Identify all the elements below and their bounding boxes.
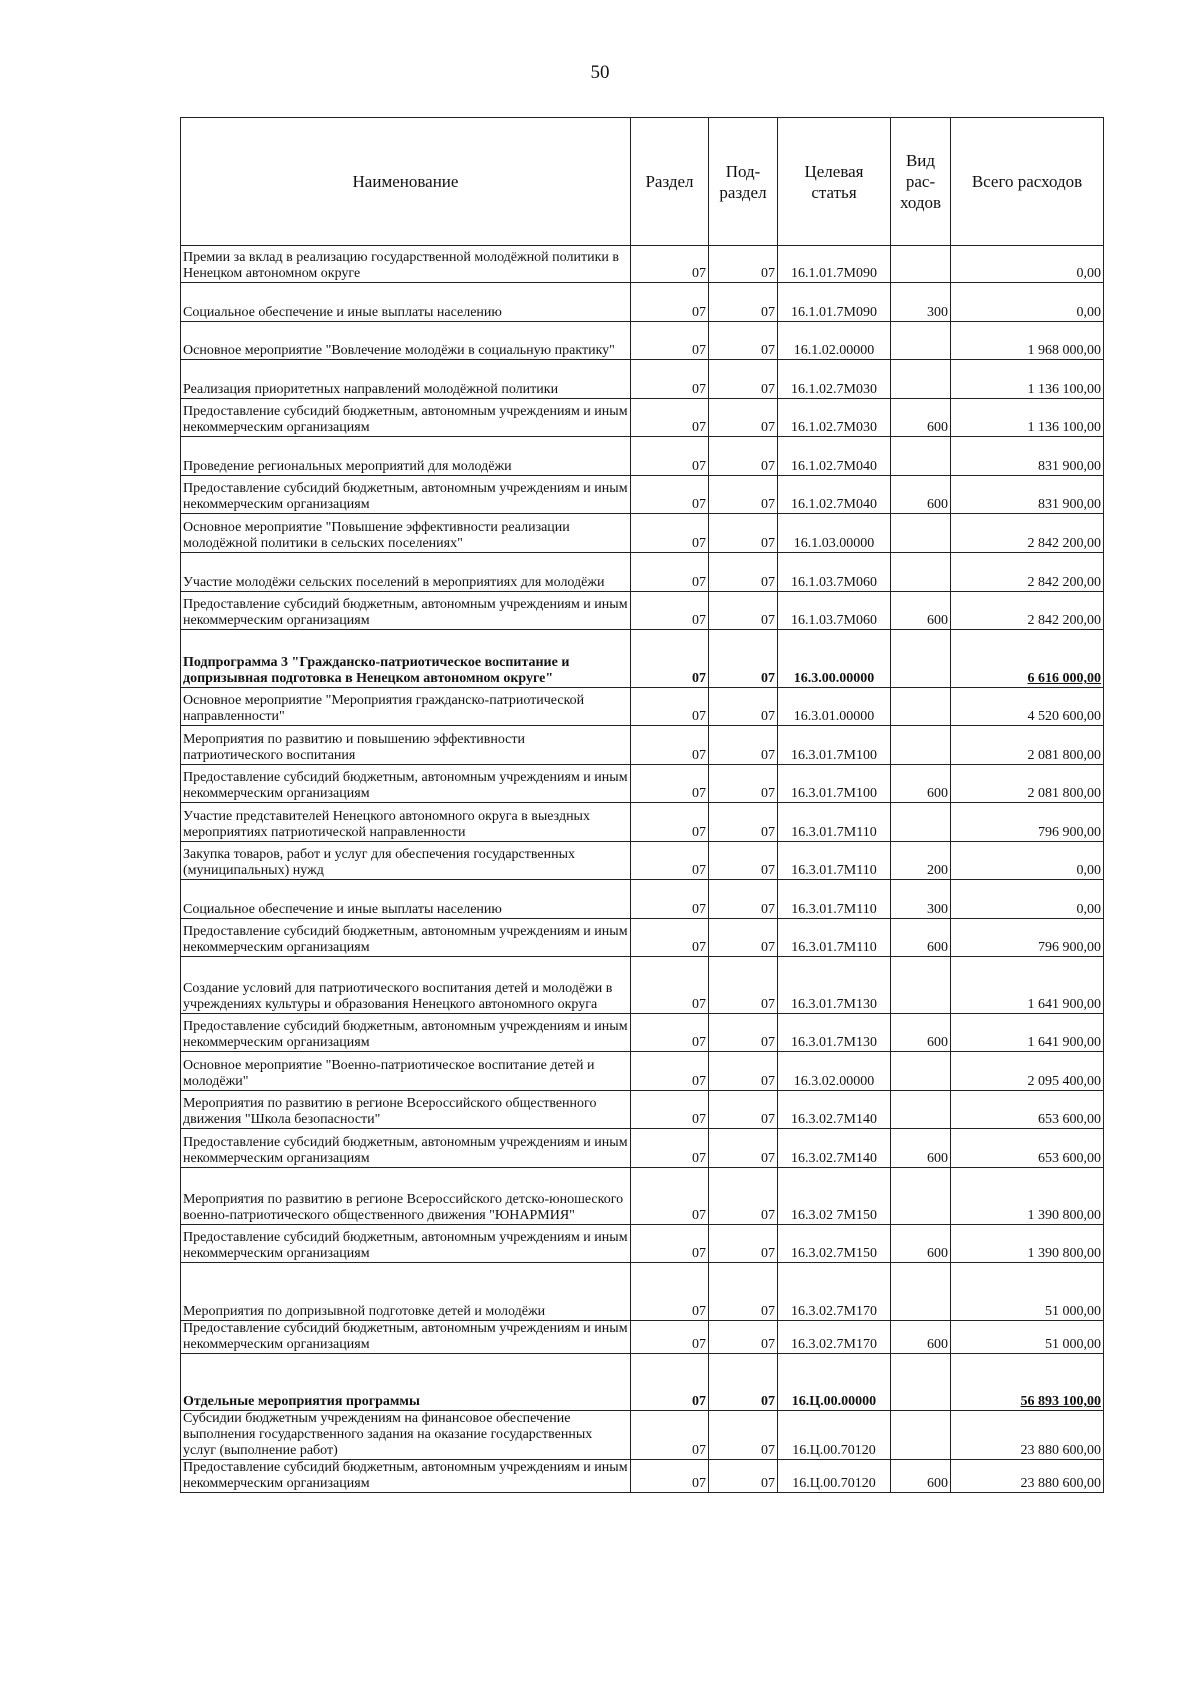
row-total-cell: 0,00 xyxy=(951,880,1104,919)
row-total-cell: 2 842 200,00 xyxy=(951,553,1104,592)
table-row xyxy=(181,1411,1104,1460)
row-podrazdel-cell: 07 xyxy=(709,360,778,399)
row-target-cell: 16.1.02.7М040 xyxy=(778,476,891,514)
row-razdel-cell: 07 xyxy=(631,726,709,765)
row-vid-cell xyxy=(891,1052,951,1091)
row-target-cell: 16.3.01.7М130 xyxy=(778,1014,891,1052)
row-podrazdel-cell: 07 xyxy=(709,476,778,514)
row-total-cell: 6 616 000,00 xyxy=(951,630,1104,688)
table-row xyxy=(181,726,1104,765)
row-name-cell: Участие представителей Ненецкого автономного округа в выездных мероприятиях патриотической направленности xyxy=(181,803,631,842)
row-razdel-cell: 07 xyxy=(631,360,709,399)
row-podrazdel-cell: 07 xyxy=(709,1354,778,1411)
row-podrazdel-cell: 07 xyxy=(709,726,778,765)
row-name-cell: Проведение региональных мероприятий для молодёжи xyxy=(181,437,631,476)
row-name-cell: Закупка товаров, работ и услуг для обеспечения государственных (муниципальных) нужд xyxy=(181,842,631,880)
row-name-cell: Подпрограмма 3 "Гражданско-патриотическое воспитание и допризывная подготовка в Ненецком автономном округе" xyxy=(181,630,631,688)
table-row xyxy=(181,1052,1104,1091)
row-target-cell: 16.3.02.7М150 xyxy=(778,1225,891,1263)
table-row xyxy=(181,476,1104,514)
row-name-cell: Предоставление субсидий бюджетным, автономным учреждениям и иным некоммерческим организациям xyxy=(181,1014,631,1052)
row-target-cell: 16.1.03.7М060 xyxy=(778,553,891,592)
row-target-cell: 16.3.02.7М170 xyxy=(778,1321,891,1354)
row-razdel-cell: 07 xyxy=(631,592,709,630)
row-vid-cell: 300 xyxy=(891,880,951,919)
row-name-cell: Социальное обеспечение и иные выплаты населению xyxy=(181,880,631,919)
table-row xyxy=(181,1460,1104,1493)
row-name-cell: Социальное обеспечение и иные выплаты населению xyxy=(181,283,631,322)
row-podrazdel-cell: 07 xyxy=(709,1168,778,1225)
row-total-cell: 0,00 xyxy=(951,283,1104,322)
row-target-cell: 16.1.02.00000 xyxy=(778,322,891,360)
row-name-cell: Основное мероприятие "Военно-патриотическое воспитание детей и молодёжи" xyxy=(181,1052,631,1091)
row-target-cell: 16.Ц.00.70120 xyxy=(778,1411,891,1460)
row-target-cell: 16.3.02 7М150 xyxy=(778,1168,891,1225)
row-target-cell: 16.1.03.7М060 xyxy=(778,592,891,630)
row-razdel-cell: 07 xyxy=(631,803,709,842)
row-razdel-cell: 07 xyxy=(631,765,709,803)
table-row xyxy=(181,437,1104,476)
row-vid-cell: 600 xyxy=(891,1014,951,1052)
row-razdel-cell: 07 xyxy=(631,1129,709,1168)
row-razdel-cell: 07 xyxy=(631,1091,709,1129)
header-podrazdel: Под- раздел xyxy=(709,118,778,246)
table-row xyxy=(181,765,1104,803)
row-vid-cell: 600 xyxy=(891,399,951,437)
table-row xyxy=(181,1129,1104,1168)
table-body xyxy=(181,246,1104,1493)
row-podrazdel-cell: 07 xyxy=(709,1014,778,1052)
row-vid-cell: 600 xyxy=(891,592,951,630)
row-total-cell: 831 900,00 xyxy=(951,476,1104,514)
row-vid-cell xyxy=(891,630,951,688)
row-podrazdel-cell: 07 xyxy=(709,842,778,880)
row-vid-cell xyxy=(891,1168,951,1225)
row-name-cell: Основное мероприятие "Повышение эффективности реализации молодёжной политики в сельских поселениях" xyxy=(181,514,631,553)
row-vid-cell xyxy=(891,514,951,553)
table-row xyxy=(181,919,1104,957)
row-vid-cell xyxy=(891,553,951,592)
row-vid-cell xyxy=(891,437,951,476)
row-total-cell: 4 520 600,00 xyxy=(951,688,1104,726)
header-razdel: Раздел xyxy=(631,118,709,246)
header-target: Целевая статья xyxy=(778,118,891,246)
row-podrazdel-cell: 07 xyxy=(709,1321,778,1354)
row-vid-cell: 600 xyxy=(891,476,951,514)
row-vid-cell: 600 xyxy=(891,919,951,957)
row-vid-cell xyxy=(891,1263,951,1321)
row-podrazdel-cell: 07 xyxy=(709,399,778,437)
row-podrazdel-cell: 07 xyxy=(709,322,778,360)
row-podrazdel-cell: 07 xyxy=(709,592,778,630)
row-total-cell: 796 900,00 xyxy=(951,803,1104,842)
row-razdel-cell: 07 xyxy=(631,630,709,688)
table-row xyxy=(181,360,1104,399)
row-target-cell: 16.3.02.7М170 xyxy=(778,1263,891,1321)
row-razdel-cell: 07 xyxy=(631,1263,709,1321)
row-vid-cell: 600 xyxy=(891,1321,951,1354)
row-vid-cell xyxy=(891,246,951,283)
row-name-cell: Предоставление субсидий бюджетным, автономным учреждениям и иным некоммерческим организациям xyxy=(181,1460,631,1493)
row-razdel-cell: 07 xyxy=(631,476,709,514)
row-podrazdel-cell: 07 xyxy=(709,880,778,919)
row-target-cell: 16.Ц.00.70120 xyxy=(778,1460,891,1493)
row-podrazdel-cell: 07 xyxy=(709,688,778,726)
row-podrazdel-cell: 07 xyxy=(709,246,778,283)
row-vid-cell xyxy=(891,726,951,765)
row-podrazdel-cell: 07 xyxy=(709,1460,778,1493)
table-row xyxy=(181,1168,1104,1225)
row-podrazdel-cell: 07 xyxy=(709,630,778,688)
table-row xyxy=(181,1091,1104,1129)
page-number: 50 xyxy=(590,62,610,83)
row-podrazdel-cell: 07 xyxy=(709,1411,778,1460)
row-total-cell: 2 081 800,00 xyxy=(951,765,1104,803)
table-row xyxy=(181,283,1104,322)
row-vid-cell xyxy=(891,322,951,360)
row-total-cell: 1 136 100,00 xyxy=(951,360,1104,399)
row-razdel-cell: 07 xyxy=(631,514,709,553)
row-name-cell: Участие молодёжи сельских поселений в мероприятиях для молодёжи xyxy=(181,553,631,592)
row-podrazdel-cell: 07 xyxy=(709,514,778,553)
row-total-cell: 1 641 900,00 xyxy=(951,957,1104,1014)
row-vid-cell: 200 xyxy=(891,842,951,880)
row-total-cell: 2 842 200,00 xyxy=(951,592,1104,630)
row-total-cell: 1 390 800,00 xyxy=(951,1168,1104,1225)
row-target-cell: 16.3.01.00000 xyxy=(778,688,891,726)
row-razdel-cell: 07 xyxy=(631,1225,709,1263)
row-target-cell: 16.3.01.7М110 xyxy=(778,919,891,957)
row-name-cell: Предоставление субсидий бюджетным, автономным учреждениям и иным некоммерческим организациям xyxy=(181,1129,631,1168)
table-header-row xyxy=(181,118,1104,246)
row-target-cell: 16.3.02.7М140 xyxy=(778,1091,891,1129)
row-target-cell: 16.3.01.7М100 xyxy=(778,726,891,765)
row-total-cell: 1 968 000,00 xyxy=(951,322,1104,360)
row-razdel-cell: 07 xyxy=(631,1411,709,1460)
row-podrazdel-cell: 07 xyxy=(709,1263,778,1321)
row-name-cell: Премии за вклад в реализацию государственной молодёжной политики в Ненецком автономном округе xyxy=(181,246,631,283)
row-name-cell: Предоставление субсидий бюджетным, автономным учреждениям и иным некоммерческим организациям xyxy=(181,765,631,803)
row-target-cell: 16.1.02.7М030 xyxy=(778,360,891,399)
row-vid-cell: 600 xyxy=(891,1129,951,1168)
row-razdel-cell: 07 xyxy=(631,1014,709,1052)
table-row xyxy=(181,842,1104,880)
row-razdel-cell: 07 xyxy=(631,399,709,437)
row-podrazdel-cell: 07 xyxy=(709,919,778,957)
row-razdel-cell: 07 xyxy=(631,880,709,919)
table-row xyxy=(181,630,1104,688)
row-total-cell: 23 880 600,00 xyxy=(951,1460,1104,1493)
row-total-cell: 1 390 800,00 xyxy=(951,1225,1104,1263)
row-podrazdel-cell: 07 xyxy=(709,553,778,592)
row-target-cell: 16.3.01.7М100 xyxy=(778,765,891,803)
row-name-cell: Предоставление субсидий бюджетным, автономным учреждениям и иным некоммерческим организациям xyxy=(181,919,631,957)
row-vid-cell xyxy=(891,360,951,399)
row-target-cell: 16.3.02.7М140 xyxy=(778,1129,891,1168)
table-row xyxy=(181,1321,1104,1354)
header-total: Всего расходов xyxy=(951,118,1104,246)
table-row xyxy=(181,1263,1104,1321)
row-vid-cell xyxy=(891,688,951,726)
row-razdel-cell: 07 xyxy=(631,957,709,1014)
row-podrazdel-cell: 07 xyxy=(709,1225,778,1263)
row-name-cell: Мероприятия по развитию и повышению эффективности патриотического воспитания xyxy=(181,726,631,765)
row-razdel-cell: 07 xyxy=(631,1321,709,1354)
row-podrazdel-cell: 07 xyxy=(709,765,778,803)
budget-table xyxy=(180,117,1104,1493)
row-name-cell: Субсидии бюджетным учреждениям на финансовое обеспечение выполнения государственного задания на оказание государственных услуг (выполнение работ) xyxy=(181,1411,631,1460)
row-total-cell: 1 136 100,00 xyxy=(951,399,1104,437)
table-row xyxy=(181,1225,1104,1263)
table-row xyxy=(181,322,1104,360)
row-vid-cell xyxy=(891,1354,951,1411)
row-name-cell: Предоставление субсидий бюджетным, автономным учреждениям и иным некоммерческим организациям xyxy=(181,592,631,630)
table-row xyxy=(181,688,1104,726)
row-target-cell: 16.Ц.00.00000 xyxy=(778,1354,891,1411)
row-razdel-cell: 07 xyxy=(631,322,709,360)
row-target-cell: 16.3.01.7М130 xyxy=(778,957,891,1014)
row-vid-cell: 600 xyxy=(891,765,951,803)
row-razdel-cell: 07 xyxy=(631,553,709,592)
table-row xyxy=(181,880,1104,919)
row-total-cell: 796 900,00 xyxy=(951,919,1104,957)
row-name-cell: Предоставление субсидий бюджетным, автономным учреждениям и иным некоммерческим организациям xyxy=(181,476,631,514)
row-podrazdel-cell: 07 xyxy=(709,1129,778,1168)
row-razdel-cell: 07 xyxy=(631,919,709,957)
table-row xyxy=(181,957,1104,1014)
row-vid-cell xyxy=(891,1091,951,1129)
row-total-cell: 0,00 xyxy=(951,246,1104,283)
row-podrazdel-cell: 07 xyxy=(709,803,778,842)
table-row xyxy=(181,803,1104,842)
row-razdel-cell: 07 xyxy=(631,842,709,880)
row-name-cell: Реализация приоритетных направлений молодёжной политики xyxy=(181,360,631,399)
table-row xyxy=(181,246,1104,283)
row-name-cell: Создание условий для патриотического воспитания детей и молодёжи в учреждениях культуры и образования Ненецкого автономного округа xyxy=(181,957,631,1014)
row-name-cell: Предоставление субсидий бюджетным, автономным учреждениям и иным некоммерческим организациям xyxy=(181,1225,631,1263)
row-target-cell: 16.3.01.7М110 xyxy=(778,842,891,880)
row-razdel-cell: 07 xyxy=(631,246,709,283)
row-razdel-cell: 07 xyxy=(631,283,709,322)
row-razdel-cell: 07 xyxy=(631,1460,709,1493)
row-target-cell: 16.1.02.7М040 xyxy=(778,437,891,476)
row-vid-cell xyxy=(891,957,951,1014)
row-name-cell: Мероприятия по допризывной подготовке детей и молодёжи xyxy=(181,1263,631,1321)
row-total-cell: 51 000,00 xyxy=(951,1321,1104,1354)
row-razdel-cell: 07 xyxy=(631,437,709,476)
row-podrazdel-cell: 07 xyxy=(709,1052,778,1091)
row-total-cell: 2 842 200,00 xyxy=(951,514,1104,553)
row-podrazdel-cell: 07 xyxy=(709,283,778,322)
row-total-cell: 0,00 xyxy=(951,842,1104,880)
row-total-cell: 51 000,00 xyxy=(951,1263,1104,1321)
row-vid-cell xyxy=(891,1411,951,1460)
row-razdel-cell: 07 xyxy=(631,1168,709,1225)
row-vid-cell: 600 xyxy=(891,1225,951,1263)
row-name-cell: Основное мероприятие "Вовлечение молодёжи в социальную практику" xyxy=(181,322,631,360)
row-name-cell: Мероприятия по развитию в регионе Всероссийского общественного движения "Школа безопасности" xyxy=(181,1091,631,1129)
row-target-cell: 16.1.02.7М030 xyxy=(778,399,891,437)
row-target-cell: 16.1.01.7М090 xyxy=(778,246,891,283)
row-name-cell: Основное мероприятие "Мероприятия гражданско-патриотической направленности" xyxy=(181,688,631,726)
row-target-cell: 16.1.03.00000 xyxy=(778,514,891,553)
row-total-cell: 2 095 400,00 xyxy=(951,1052,1104,1091)
row-total-cell: 653 600,00 xyxy=(951,1129,1104,1168)
row-total-cell: 653 600,00 xyxy=(951,1091,1104,1129)
row-razdel-cell: 07 xyxy=(631,1354,709,1411)
table-row xyxy=(181,553,1104,592)
row-total-cell: 1 641 900,00 xyxy=(951,1014,1104,1052)
row-total-cell: 831 900,00 xyxy=(951,437,1104,476)
table-row xyxy=(181,399,1104,437)
row-total-cell: 2 081 800,00 xyxy=(951,726,1104,765)
row-vid-cell xyxy=(891,803,951,842)
table-row xyxy=(181,514,1104,553)
row-razdel-cell: 07 xyxy=(631,1052,709,1091)
row-podrazdel-cell: 07 xyxy=(709,1091,778,1129)
row-vid-cell: 600 xyxy=(891,1460,951,1493)
row-podrazdel-cell: 07 xyxy=(709,957,778,1014)
row-target-cell: 16.3.01.7М110 xyxy=(778,803,891,842)
header-name: Наименование xyxy=(181,118,631,246)
row-name-cell: Предоставление субсидий бюджетным, автономным учреждениям и иным некоммерческим организациям xyxy=(181,1321,631,1354)
row-total-cell: 23 880 600,00 xyxy=(951,1411,1104,1460)
table-row xyxy=(181,592,1104,630)
row-name-cell: Отдельные мероприятия программы xyxy=(181,1354,631,1411)
row-name-cell: Мероприятия по развитию в регионе Всероссийского детско-юношеского военно-патриотического общественного движения "ЮНАРМИЯ" xyxy=(181,1168,631,1225)
row-target-cell: 16.3.00.00000 xyxy=(778,630,891,688)
row-target-cell: 16.3.02.00000 xyxy=(778,1052,891,1091)
row-podrazdel-cell: 07 xyxy=(709,437,778,476)
row-target-cell: 16.1.01.7М090 xyxy=(778,283,891,322)
row-target-cell: 16.3.01.7М110 xyxy=(778,880,891,919)
header-vid: Вид рас- ходов xyxy=(891,118,951,246)
row-total-cell: 56 893 100,00 xyxy=(951,1354,1104,1411)
table-row xyxy=(181,1014,1104,1052)
row-razdel-cell: 07 xyxy=(631,688,709,726)
row-name-cell: Предоставление субсидий бюджетным, автономным учреждениям и иным некоммерческим организациям xyxy=(181,399,631,437)
table-row xyxy=(181,1354,1104,1411)
row-vid-cell: 300 xyxy=(891,283,951,322)
